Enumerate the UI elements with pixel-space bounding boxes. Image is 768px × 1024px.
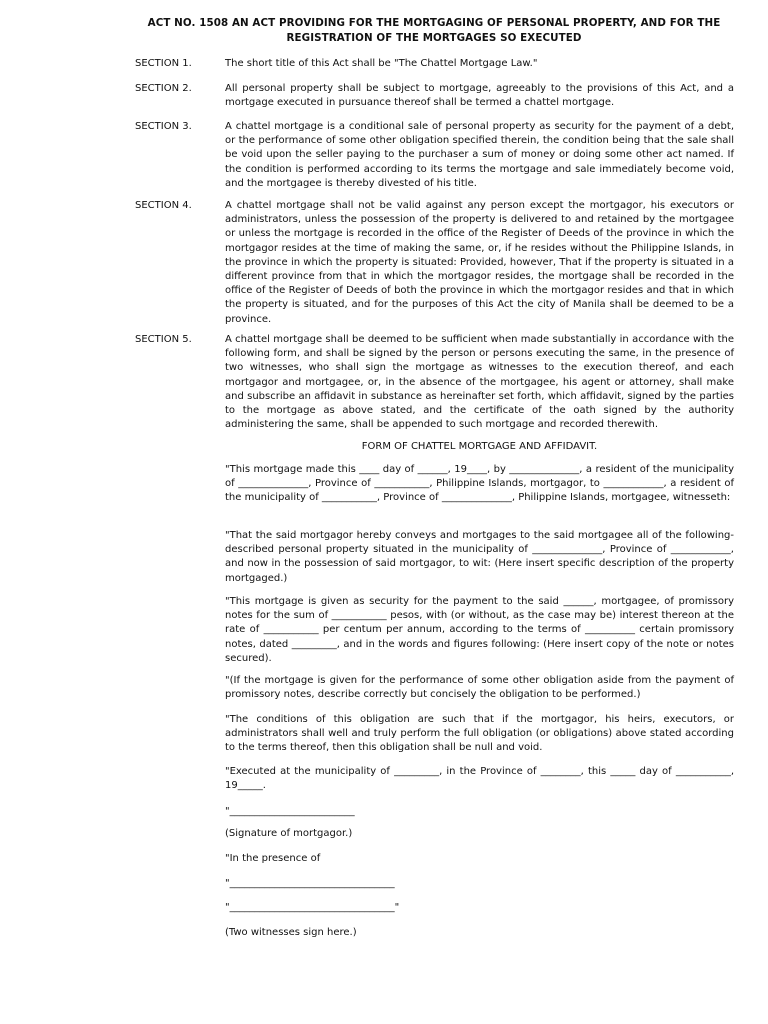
presence-text: "In the presence of [225,853,321,864]
section-3-label: SECTION 3. [135,121,192,132]
form-paragraph-6: "Executed at the municipality of _________, in the Province of ________, this _____ day of ___________, 19_____. [225,766,734,792]
section-4-label: SECTION 4. [135,200,192,211]
witness-signature-line-2: "_________________________________" [225,902,400,913]
witness-caption: (Two witnesses sign here.) [225,927,357,938]
mortgagor-signature-line: "_________________________ [225,806,355,817]
section-3-text: A chattel mortgage is a conditional sale of personal property as security for the payment of a debt, or the performance of some other obligation specified therein, the condition being that the sale shall be void upon the seller paying to the purchaser a sum of money or doing some other act named. If the condition is performed according to its terms the mortgage and sale immediately become void, and the mortgagee is thereby divested of his title. [225,121,734,189]
section-5-label: SECTION 5. [135,334,192,345]
signature-caption: (Signature of mortgagor.) [225,828,353,839]
form-paragraph-3: "This mortgage is given as security for the payment to the said ______, mortgagee, of promissory notes for the sum of ___________ pesos, with (or without, as the case may be) interest thereon at the rate of ___________ per centum per annum, according to the terms of __________ certain promissory notes, dated _________, and in the words and figures following: (Here insert copy of the note or notes secured). [225,596,734,664]
form-paragraph-4: "(If the mortgage is given for the performance of some other obligation aside from the payment of promissory notes, describe correctly but concisely the obligation to be performed.) [225,675,734,701]
witness-signature-line-1: "_________________________________ [225,878,395,889]
title-line-2: REGISTRATION OF THE MORTGAGES SO EXECUTED [286,32,582,44]
section-2-text: All personal property shall be subject to mortgage, agreeably to the provisions of this Act, and a mortgage executed in pursuance thereof shall be termed a chattel mortgage. [225,83,734,109]
form-paragraph-2: "That the said mortgagor hereby conveys and mortgages to the said mortgagee all of the following-described personal property situated in the municipality of ______________, Province of ____________, and now in the possession of said mortgagor, to wit: (Here insert specific description of the property mortgaged.) [225,530,734,584]
form-paragraph-1: "This mortgage made this ____ day of ______, 19____, by ______________, a resident of the municipality of ______________, Province of ___________, Philippine Islands, mortgagor, to ____________, a resident of the municipality of ___________, Province of ______________, Philippine Islands, mortgagee, witnesseth: [225,464,734,504]
form-paragraph-5: "The conditions of this obligation are such that if the mortgagor, his heirs, executors, or administrators shall well and truly perform the full obligation (or obligations) above stated according to the terms thereof, then this obligation shall be null and void. [225,714,734,754]
form-heading: FORM OF CHATTEL MORTGAGE AND AFFIDAVIT. [361,441,598,452]
section-2-label: SECTION 2. [135,83,192,94]
section-5-text: A chattel mortgage shall be deemed to be sufficient when made substantially in accordance with the following form, and shall be signed by the person or persons executing the same, in the presence of two witnesses, who shall sign the mortgage as witnesses to the execution thereof, and each mortgagor and mortgagee, or, in the absence of the mortgagee, his agent or attorney, shall make and subscribe an affidavit in substance as hereinafter set forth, which affidavit, signed by the parties to the mortgage as above stated, and the certificate of the oath signed by the authority administering the same, shall be appended to such mortgage and recorded therewith. [225,334,734,431]
section-1-text: The short title of this Act shall be "The Chattel Mortgage Law." [225,58,538,69]
section-4-text: A chattel mortgage shall not be valid against any person except the mortgagor, his executors or administrators, unless the possession of the property is delivered to and retained by the mortgagee or unless the mortgage is recorded in the office of the Register of Deeds of the province in which the mortgagor resides at the time of making the same, or, if he resides without the Philippine Islands, in the province in which the property is situated: Provided, however, That if the property is situated in a different province from that in which the mortgagor resides, the mortgage shall be recorded in the office of the Register of Deeds of both the province in which the mortgagor resides and that in which the property is situated, and for the purposes of this Act the city of Manila shall be deemed to be a province. [225,200,734,325]
section-1-label: SECTION 1. [135,58,192,69]
document-title [100,16,768,46]
title-line-1: ACT NO. 1508 AN ACT PROVIDING FOR THE MORTGAGING OF PERSONAL PROPERTY, AND FOR THE [147,17,721,29]
